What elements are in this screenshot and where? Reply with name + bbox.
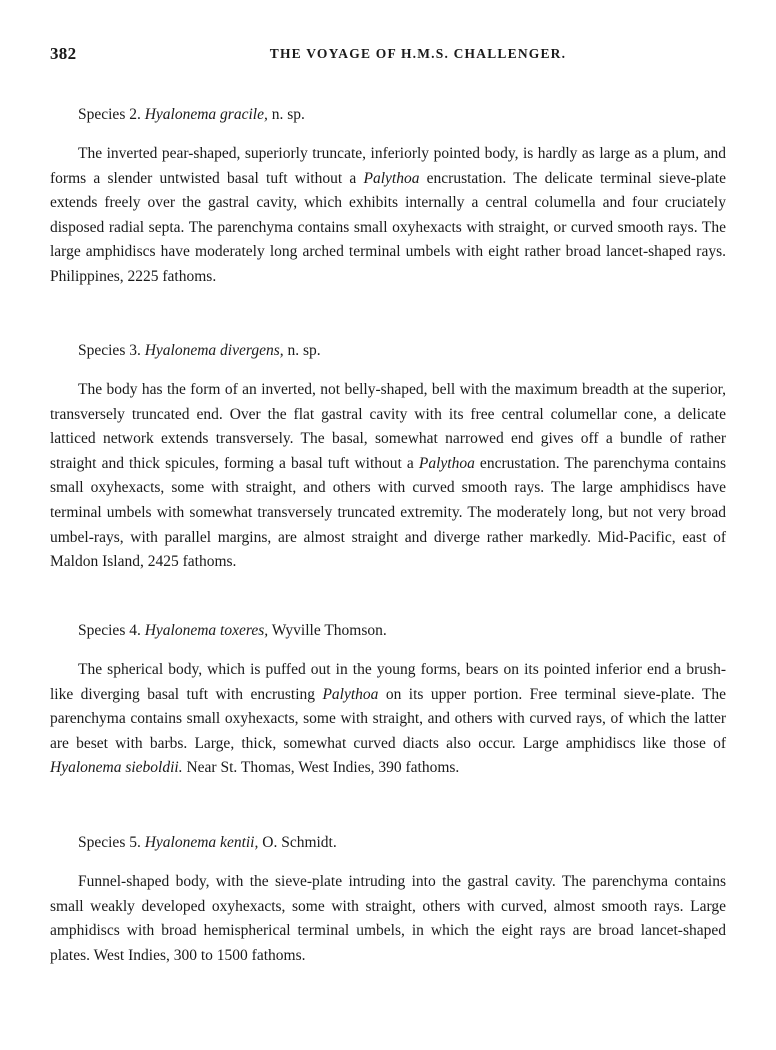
description-run-italic: Palythoa	[363, 169, 420, 187]
species-section-3	[50, 340, 726, 575]
species-section-4	[50, 620, 726, 781]
species-heading	[78, 340, 726, 362]
species-name: Hyalonema gracile,	[144, 106, 268, 123]
species-section-2	[50, 104, 726, 290]
species-name: Hyalonema kentii,	[144, 834, 259, 851]
species-authority: O. Schmidt.	[262, 834, 337, 851]
species-label: Species 4.	[78, 622, 141, 639]
page-number: 382	[50, 44, 77, 63]
species-description	[50, 142, 726, 290]
description-run: encrustation. The parenchyma contains small oxyhexacts, some with straight, and others with curved smooth rays. The large amphidiscs have terminal umbels with somewhat transversely truncated extremity. The moderately long, but not very broad umbel-rays, with parallel margins, are almost straight and diverge rather markedly. Mid-Pacific, east of Maldon Island, 2425 fathoms.	[50, 454, 727, 571]
species-label: Species 2.	[78, 106, 141, 123]
running-title: THE VOYAGE OF H.M.S. CHALLENGER.	[269, 46, 567, 61]
description-run: The spherical body, which is puffed out in the young forms, bears on its pointed inferior end a brush-like diverging basal tuft with encrusting	[50, 661, 726, 703]
species-section-5	[50, 832, 726, 968]
species-heading	[78, 104, 726, 126]
description-run-italic: Hyalonema sieboldii.	[50, 759, 183, 777]
species-name: Hyalonema divergens,	[144, 342, 284, 359]
description-run-italic: Palythoa	[322, 685, 379, 703]
description-run: Funnel-shaped body, with the sieve-plate intruding into the gastral cavity. The parenchyma contains small weakly developed oxyhexacts, some with straight, others with curved, almost smooth rays. Large amphidiscs with broad hemispherical terminal umbels, in which the eight rays are broad lancet-shaped plates. West Indies, 300 to 1500 fathoms.	[50, 873, 726, 964]
description-run: The body has the form of an inverted, not belly-shaped, bell with the maximum breadth at the superior, transversely truncated end. Over the flat gastral cavity with its free central columellar cone, a delicate latticed network extends transversely. The basal, somewhat narrowed end gives off a bundle of rather straight and thick spicules, forming a basal tuft without a	[50, 381, 726, 472]
description-run: The inverted pear-shaped, superiorly truncate, inferiorly pointed body, is hardly as large as a plum, and forms a slender untwisted basal tuft without a	[50, 145, 726, 187]
species-authority: Wyville Thomson.	[271, 622, 387, 639]
species-label: Species 3.	[78, 342, 141, 359]
species-description	[50, 378, 726, 575]
species-heading	[78, 832, 726, 854]
species-authority: n. sp.	[287, 342, 321, 359]
species-description	[50, 870, 726, 968]
description-run: encrustation. The delicate terminal sieve-plate extends freely over the gastral cavity, which exhibits internally a central columella and four cruciately disposed radial septa. The parenchyma contains small oxyhexacts with straight, or curved smooth rays. The large amphidiscs have moderately long arched terminal umbels with eight rather broad lancet-shaped rays. Philippines, 2225 fathoms.	[50, 169, 726, 285]
description-run: Near St. Thomas, West Indies, 390 fathoms.	[182, 759, 460, 777]
species-authority: n. sp.	[271, 106, 305, 123]
species-heading	[78, 620, 726, 642]
description-run: on its upper portion. Free terminal sieve-plate. The parenchyma contains small oxyhexacts, some with straight, and others with curved rays, of which the latter are beset with barbs. Large, thick, somewhat curved diacts also occur. Large amphidiscs like those of	[50, 685, 726, 752]
page-header	[50, 44, 726, 68]
species-description	[50, 658, 726, 781]
description-run-italic: Palythoa	[418, 454, 475, 472]
species-name: Hyalonema toxeres,	[144, 622, 269, 639]
species-label: Species 5.	[78, 834, 141, 851]
